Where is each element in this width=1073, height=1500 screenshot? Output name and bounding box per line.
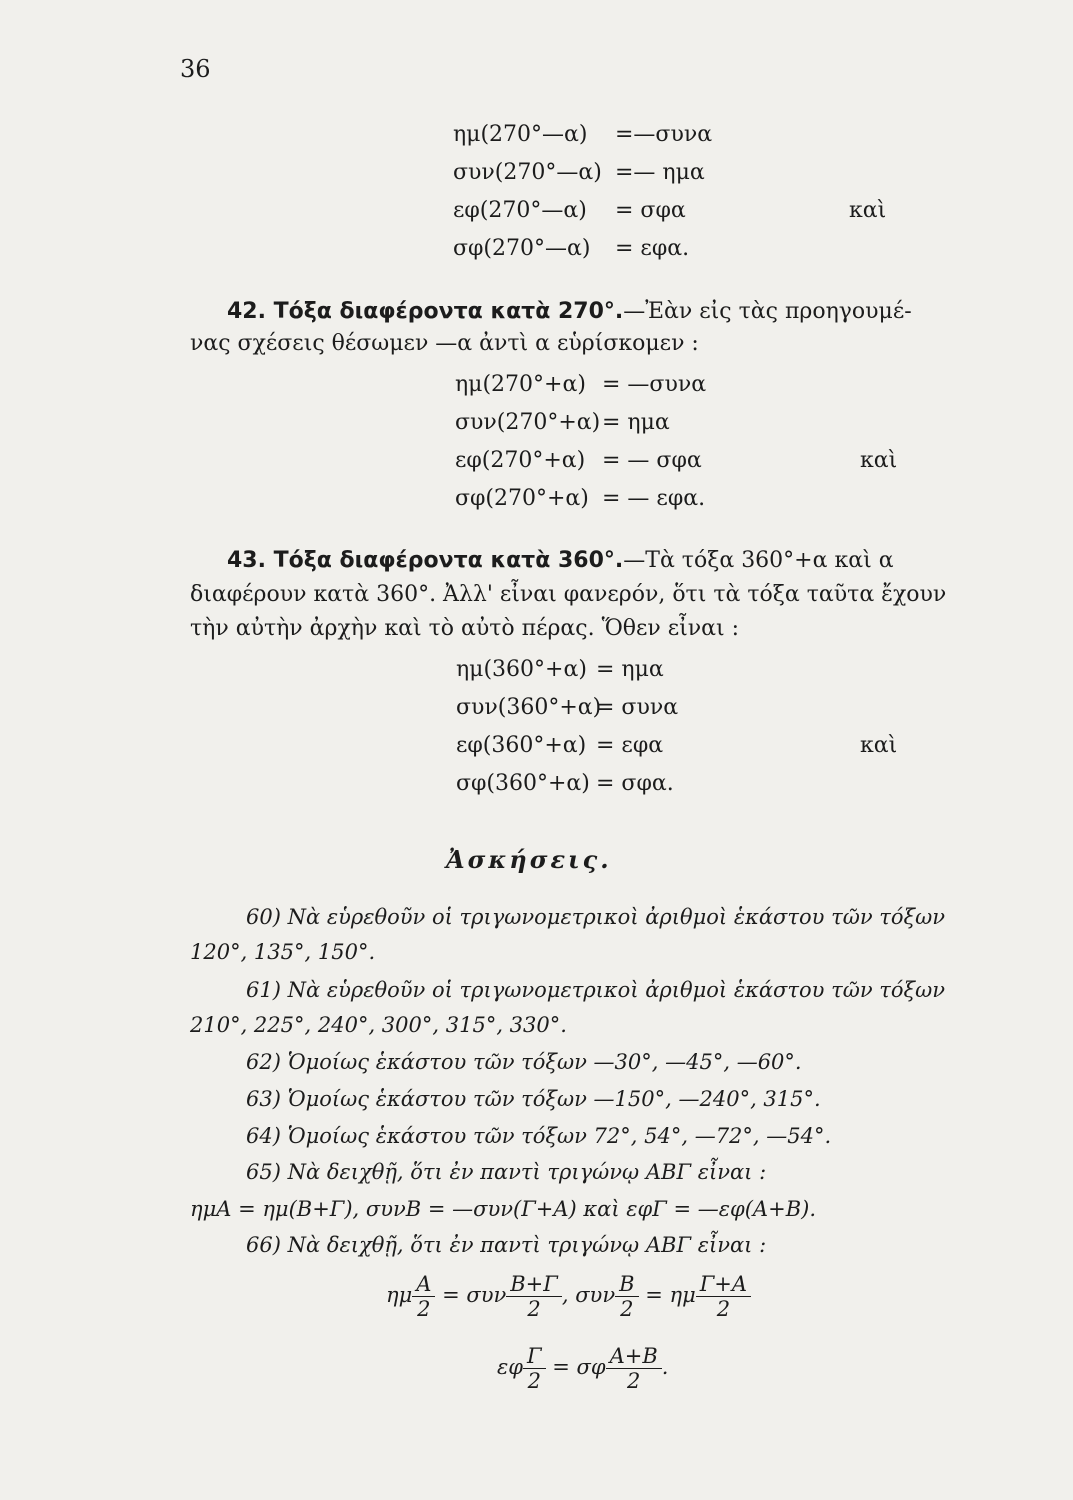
exercise-61-line2: 210°, 225°, 240°, 300°, 315°, 330°. [190, 1013, 567, 1037]
formula-lhs: συν(270°—α) [453, 160, 602, 185]
formula-rhs: = συνα [596, 695, 679, 720]
formula-rhs: =—συνα [615, 122, 713, 147]
fraction-numerator: Γ+Α [696, 1272, 751, 1297]
fraction [412, 1272, 435, 1321]
eq-text: εφ [497, 1355, 523, 1379]
exercise-66-equation-2 [497, 1344, 668, 1393]
fraction-numerator: Β [615, 1272, 638, 1297]
section-43-heading: 43. Τόξα διαφέροντα κατὰ 360°. [227, 548, 624, 573]
formula-rhs: = — εφα. [602, 486, 706, 511]
formula-lhs: ημ(270°+α) [455, 372, 586, 397]
fraction-numerator: Γ [523, 1344, 546, 1369]
fraction-numerator: Α+Β [606, 1344, 662, 1369]
formula-rhs: = εφα. [615, 236, 690, 261]
formula-rhs: =— ημα [615, 160, 705, 185]
fraction [615, 1272, 638, 1321]
section-42-line1 [227, 295, 912, 329]
formula-rhs: = —συνα [602, 372, 707, 397]
eq-text: ημ [386, 1283, 413, 1307]
section-43-line3: τὴν αὐτὴν ἀρχὴν καὶ τὸ αὐτὸ πέρας. Ὅθεν εἶναι : [190, 616, 740, 641]
fraction-numerator: Β+Γ [506, 1272, 562, 1297]
formula-lhs: εφ(270°+α) [455, 448, 586, 473]
eq-text: . [661, 1355, 669, 1379]
eq-text: συν [575, 1283, 616, 1307]
formula-rhs: = σφα [615, 198, 686, 223]
formula-lhs: εφ(270°—α) [453, 198, 587, 223]
exercise-64: 64) Ὁμοίως ἑκάστου τῶν τόξων 72°, 54°, —72°, —54°. [246, 1124, 832, 1148]
fraction-denominator: 2 [626, 1369, 641, 1393]
fraction [506, 1272, 562, 1321]
eq-text: , [561, 1283, 569, 1307]
eq-text: = ημ [645, 1283, 696, 1307]
eq-text: = συν [442, 1283, 507, 1307]
exercise-63: 63) Ὁμοίως ἑκάστου τῶν τόξων —150°, —240°, 315°. [246, 1087, 821, 1111]
exercise-60-line1: 60) Νὰ εὑρεθοῦν οἱ τριγωνομετρικοὶ ἀριθμοὶ ἑκάστου τῶν τόξων [246, 905, 945, 929]
exercise-61-line1: 61) Νὰ εὑρεθοῦν οἱ τριγωνομετρικοὶ ἀριθμοὶ ἑκάστου τῶν τόξων [246, 978, 945, 1002]
formula-suffix: καὶ [849, 198, 887, 223]
section-43-line1 [227, 544, 894, 578]
formula-rhs: = σφα. [596, 771, 674, 796]
formula-suffix: καὶ [860, 733, 898, 758]
formula-rhs: = — σφα [602, 448, 702, 473]
exercise-62: 62) Ὁμοίως ἑκάστου τῶν τόξων —30°, —45°, —60°. [246, 1050, 802, 1074]
formula-lhs: σφ(270°+α) [455, 486, 589, 511]
exercise-65-line1: 65) Νὰ δειχθῇ, ὅτι ἐν παντὶ τριγώνῳ ΑΒΓ εἶναι : [246, 1160, 767, 1184]
exercise-65-line2: ημΑ = ημ(Β+Γ), συνΒ = —συν(Γ+Α) καὶ εφΓ = —εφ(Α+Β). [190, 1197, 816, 1221]
fraction [606, 1344, 662, 1393]
fraction-denominator: 2 [620, 1297, 634, 1321]
formula-lhs: ημ(360°+α) [456, 657, 587, 682]
formula-rhs: = εφα [596, 733, 664, 758]
fraction-denominator: 2 [527, 1297, 541, 1321]
section-42-line2: νας σχέσεις θέσωμεν —α ἀντὶ α εὑρίσκομεν : [190, 331, 699, 356]
fraction [523, 1344, 546, 1393]
exercises-title: Ἀσκήσεις. [446, 845, 612, 874]
exercise-66-equation-1 [386, 1272, 751, 1321]
formula-lhs: συν(270°+α) [455, 410, 601, 435]
fraction-denominator: 2 [527, 1369, 541, 1393]
formula-lhs: σφ(360°+α) [456, 771, 590, 796]
section-42-heading: 42. Τόξα διαφέροντα κατὰ 270°. [227, 299, 624, 324]
section-43-line2: διαφέρουν κατὰ 360°. Ἀλλ' εἶναι φανερόν, ὅτι τὰ τόξα ταῦτα ἔχουν [190, 582, 947, 607]
formula-suffix: καὶ [860, 448, 898, 473]
formula-lhs: εφ(360°+α) [456, 733, 587, 758]
fraction-denominator: 2 [716, 1297, 731, 1321]
exercise-60-line2: 120°, 135°, 150°. [190, 940, 376, 964]
formula-rhs: = ημα [602, 410, 670, 435]
fraction [696, 1272, 751, 1321]
fraction-numerator: Α [412, 1272, 435, 1297]
formula-rhs: = ημα [596, 657, 664, 682]
page-number: 36 [180, 55, 211, 83]
formula-lhs: σφ(270°—α) [453, 236, 591, 261]
formula-lhs: συν(360°+α) [456, 695, 602, 720]
eq-text: = σφ [552, 1355, 606, 1379]
formula-lhs: ημ(270°—α) [453, 122, 588, 147]
section-43-text: —Τὰ τόξα 360°+α καὶ α [623, 548, 894, 573]
fraction-denominator: 2 [417, 1297, 431, 1321]
section-42-text: —Ἐὰν εἰς τὰς προηγουμέ- [623, 299, 912, 324]
exercise-66-line1: 66) Νὰ δειχθῇ, ὅτι ἐν παντὶ τριγώνῳ ΑΒΓ εἶναι : [246, 1233, 767, 1257]
